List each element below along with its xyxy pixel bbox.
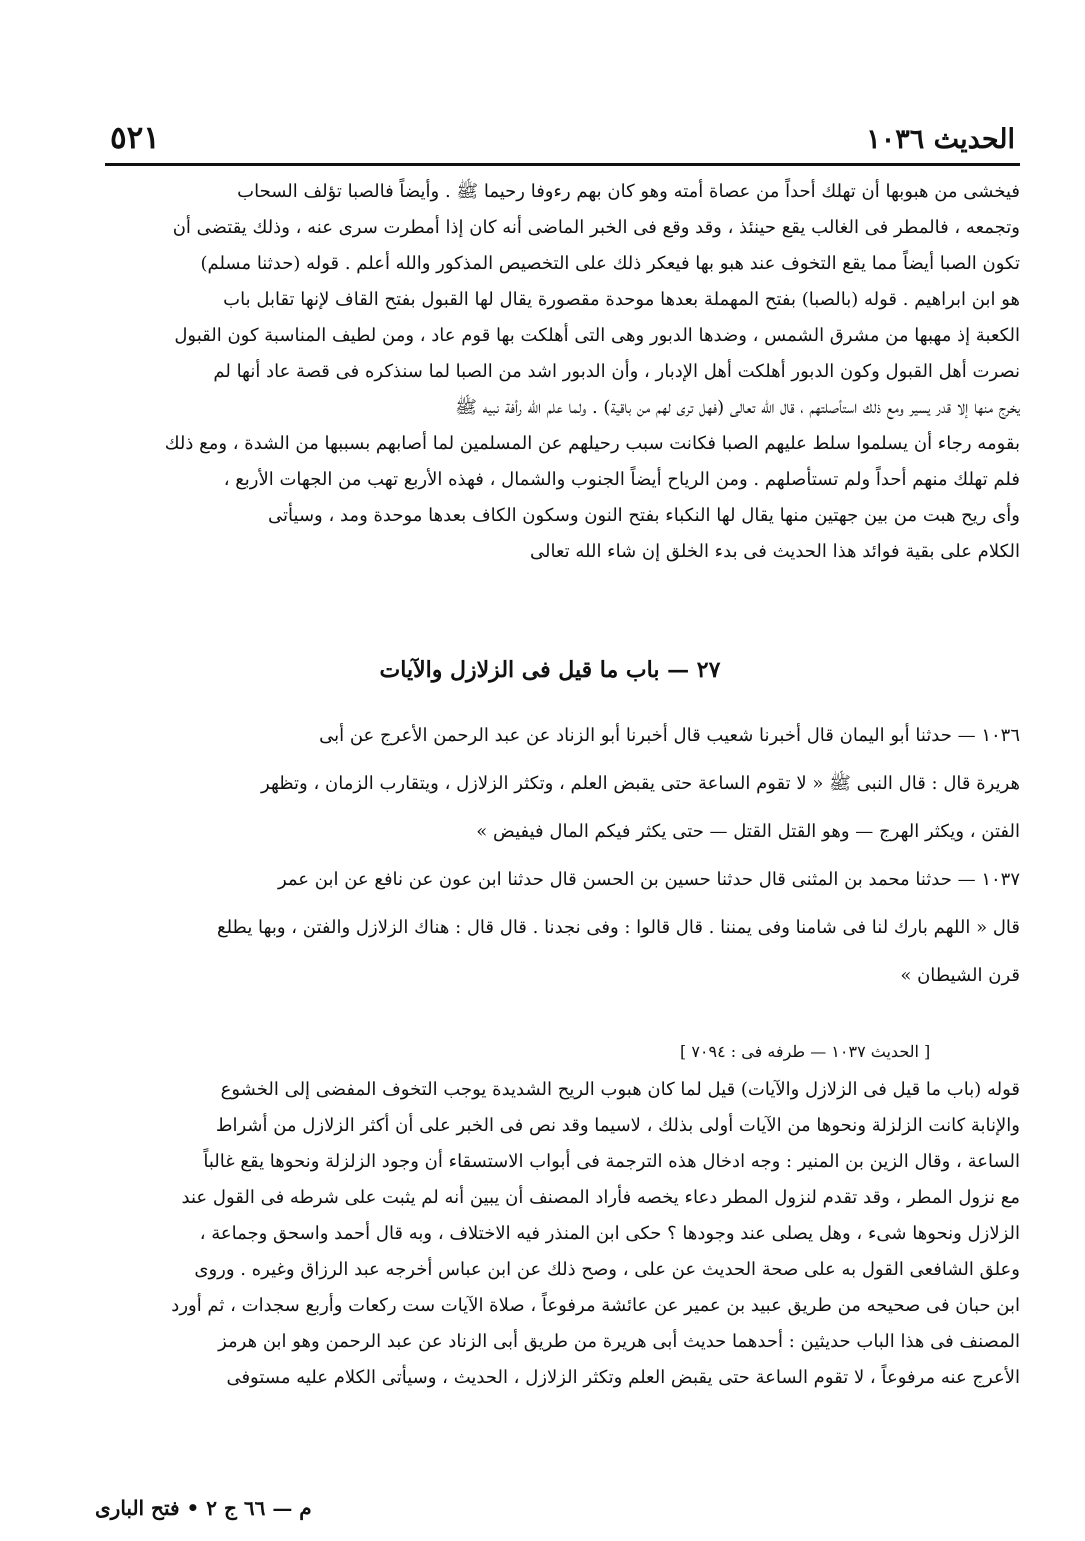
text-line: بقومه رجاء أن يسلموا سلط عليهم الصبا فكانت سبب رحيلهم عن المسلمين لما أصابهم بسببها من الشدة ، ومع ذلك — [164, 433, 1020, 454]
text-line: المصنف فى هذا الباب حديثين : أحدهما حديث أبى هريرة من طريق أبى الزناد عن عبد الرحمن وهو ابن هرمز — [218, 1331, 1020, 1352]
text-line: فلم تهلك منهم أحداً ولم تستأصلهم . ومن الرياح أيضاً الجنوب والشمال ، فهذه الأربع تهب من الجهات الأربع ، — [223, 469, 1020, 490]
text-line: هريرة قال : قال النبى ﷺ « لا تقوم الساعة حتى يقبض العلم ، وتكثر الزلازل ، ويتقارب الزمان ، وتظهر — [261, 773, 1020, 794]
text-line: هو ابن ابراهيم . قوله (بالصبا) بفتح المهملة بعدها موحدة مقصورة يقال لها القبول بفتح القاف لإنها تقابل باب — [223, 289, 1020, 310]
text-line: وأى ريح هبت من بين جهتين منها يقال لها النكباء بفتح النون وسكون الكاف بعدها موحدة ومد ، وسيأتى — [268, 505, 1020, 526]
hadith-text — [105, 712, 1020, 1000]
text-line: ابن حبان فى صحيحه من طريق عبيد بن عمير عن عائشة مرفوعاً ، صلاة الآيات ست ركعات وأربع سجدات ، ثم أورد — [171, 1295, 1020, 1316]
text-line: ١٠٣٦ — حدثنا أبو اليمان قال أخبرنا شعيب قال أخبرنا أبو الزناد عن عبد الرحمن الأعرج عن أبى — [319, 725, 1020, 746]
header-rule — [105, 163, 1020, 166]
printer-signature: م — ٦٦ ج ٢ • فتح البارى — [95, 1496, 312, 1520]
text-line: الزلازل ونحوها شىء ، وهل يصلى عند وجودها ؟ حكى ابن المنذر فيه الاختلاف ، وبه قال أحمد واسحق وجماعة ، — [199, 1223, 1020, 1244]
text-line: نصرت أهل القبول وكون الدبور أهلكت أهل الإدبار ، وأن الدبور اشد من الصبا لما سنذكره فى قصة عاد أنها لم — [213, 361, 1020, 382]
text-line: وتجمعه ، فالمطر فى الغالب يقع حينئذ ، وقد وقع فى الخبر الماضى أنه كان إذا أمطرت سرى عنه ، وذلك يقتضى أن — [172, 217, 1020, 238]
text-line: تكون الصبا أيضاً مما يقع التخوف عند هبو بها فيعكر ذلك على التخصيص المذكور والله أعلم . قوله (حدثنا مسلم) — [200, 253, 1020, 274]
commentary-paragraph-2 — [105, 1072, 1020, 1396]
text-line: قوله (باب ما قيل فى الزلازل والآيات) قيل لما كان هبوب الريح الشديدة يوجب التخوف المفضى إلى الخشوع — [220, 1079, 1020, 1100]
text-line: وعلق الشافعى القول به على صحة الحديث عن على ، وصح ذلك عن ابن عباس أخرجه عبد الرزاق وغيره . وروى — [194, 1259, 1020, 1280]
text-line: الكعبة إذ مهبها من مشرق الشمس ، وضدها الدبور وهى التى أهلكت بها قوم عاد ، ومن لطيف المناسبة كون القبول — [174, 325, 1020, 346]
page-number: ٥٢١ — [110, 120, 160, 156]
text-line: الفتن ، ويكثر الهرج — وهو القتل القتل — حتى يكثر فيكم المال فيفيض » — [476, 821, 1020, 842]
page-header — [110, 120, 1015, 160]
text-line: ١٠٣٧ — حدثنا محمد بن المثنى قال حدثنا حسين بن الحسن قال حدثنا ابن عون عن نافع عن ابن عمر — [277, 869, 1020, 890]
text-line: قرن الشيطان » — [900, 965, 1020, 986]
text-line: مع نزول المطر ، وقد تقدم لنزول المطر دعاء يخصه فأراد المصنف أن يبين أنه لم يثبت على شرطه فى القول عند — [181, 1187, 1020, 1208]
commentary-paragraph-1 — [105, 174, 1020, 570]
chapter-heading: ٢٧ — باب ما قيل فى الزلازل والآيات — [379, 657, 721, 683]
text-line: الكلام على بقية فوائد هذا الحديث فى بدء الخلق إن شاء الله تعالى — [529, 541, 1020, 562]
text-line: فيخشى من هبوبها أن تهلك أحداً من عصاة أمته وهو كان بهم رءوفا رحيما ﷺ . وأيضاً فالصبا تؤلف السحاب — [237, 181, 1020, 202]
text-line: قال « اللهم بارك لنا فى شامنا وفى يمننا . قال قالوا : وفى نجدنا . قال قال : هناك الزلازل والفتن ، وبها يطلع — [217, 917, 1020, 938]
text-line: الأعرج عنه مرفوعاً ، لا تقوم الساعة حتى يقبض العلم وتكثر الزلازل ، الحديث ، وسيأتى الكلام عليه مستوفى — [226, 1367, 1020, 1388]
text-line: يخرج منها إلا قدر يسير ومع ذلك استأصلتهم ، قال الله تعالى (فهل ترى لهم من باقية) . ولما علم الله رأفة نبيه ﷺ — [455, 397, 1020, 418]
text-line: والإنابة كانت الزلزلة ونحوها من الآيات أولى بذلك ، لاسيما وقد نص فى الخبر على أن أكثر الزلازل من أشراط — [215, 1115, 1020, 1136]
hadith-reference: [ الحديث ١٠٣٧ — طرفه فى : ٧٠٩٤ ] — [680, 1042, 931, 1061]
text-line: الساعة ، وقال الزين بن المنير : وجه ادخال هذه الترجمة فى أبواب الاستسقاء أن وجود الزلزلة ونحوها يقع غالباً — [203, 1151, 1020, 1172]
running-title: الحديث ١٠٣٦ — [866, 124, 1015, 155]
